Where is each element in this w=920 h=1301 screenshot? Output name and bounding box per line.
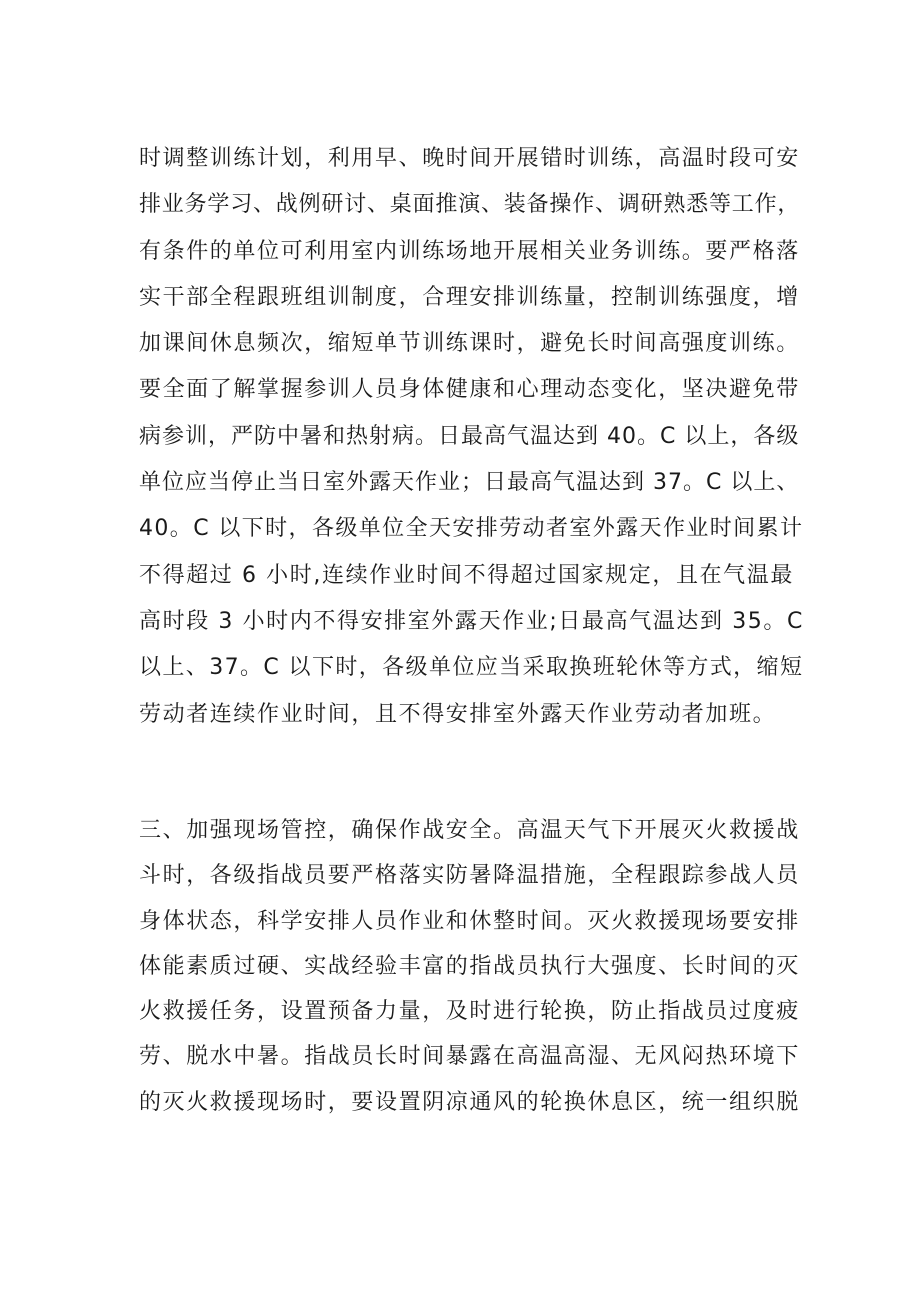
text-line: 排业务学习、战例研讨、桌面推演、装备操作、调研熟悉等工作， <box>139 192 801 218</box>
paragraph-site-control <box>139 808 799 1125</box>
text-line: 以上、37。C 以下时，各级单位应当采取换班轮休等方式，缩短 <box>139 655 804 681</box>
text-line: 三、加强现场管控，确保作战安全。高温天气下开展灭火救援战 <box>139 818 800 843</box>
text-line: 40。C 以下时，各级单位全天安排劳动者室外露天作业时间累计 <box>139 516 804 542</box>
paragraph-training-schedule <box>139 136 804 738</box>
text-line: 病参训，严防中暑和热射病。日最高气温达到 40。C 以上，各级 <box>139 423 800 449</box>
text-line: 斗时，各级指战员要严格落实防暑降温措施，全程跟踪参战人员 <box>139 863 800 889</box>
text-line: 的灭火救援现场时，要设置阴凉通风的轮换休息区，统一组织脱 <box>139 1089 800 1115</box>
text-line: 要全面了解掌握参训人员身体健康和心理动态变化，坚决避免带 <box>139 377 800 403</box>
text-line: 有条件的单位可利用室内训练场地开展相关业务训练。要严格落 <box>139 238 800 264</box>
text-line: 身体状态，科学安排人员作业和休整时间。灭火救援现场要安排 <box>139 908 800 934</box>
text-line: 火救援任务，设置预备力量，及时进行轮换，防止指战员过度疲 <box>139 999 800 1025</box>
text-line: 实干部全程跟班组训制度，合理安排训练量，控制训练强度，增 <box>139 284 800 310</box>
text-line: 单位应当停止当日室外露天作业；日最高气温达到 37。C 以上、 <box>139 470 800 496</box>
text-line: 不得超过 6 小时,连续作业时间不得超过国家规定，且在气温最 <box>139 562 794 588</box>
text-line: 高时段 3 小时内不得安排室外露天作业;日最高气温达到 35。C <box>139 608 804 634</box>
text-line: 劳动者连续作业时间，且不得安排室外露天作业劳动者加班。 <box>139 701 777 727</box>
text-line: 时调整训练计划，利用早、晚时间开展错时训练，高温时段可安 <box>139 146 800 171</box>
text-line: 劳、脱水中暑。指战员长时间暴露在高温高湿、无风闷热环境下 <box>139 1044 800 1070</box>
text-line: 加课间休息频次，缩短单节训练课时，避免长时间高强度训练。 <box>139 331 800 357</box>
text-line: 体能素质过硬、实战经验丰富的指战员执行大强度、长时间的灭 <box>139 953 800 979</box>
